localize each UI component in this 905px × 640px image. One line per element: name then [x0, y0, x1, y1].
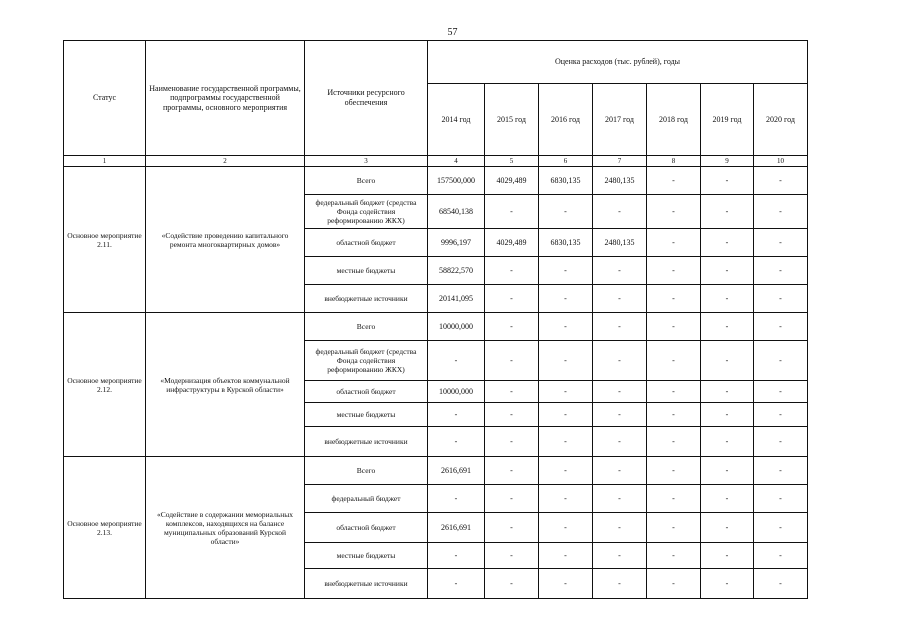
value-cell: - — [701, 457, 754, 485]
value-cell: - — [593, 543, 647, 569]
value-cell: 58822,570 — [428, 257, 485, 285]
value-cell: - — [647, 167, 701, 195]
value-cell: - — [428, 543, 485, 569]
value-cell: - — [593, 257, 647, 285]
value-cell: - — [539, 485, 593, 513]
header-year: 2020 год — [754, 84, 808, 156]
value-cell: - — [647, 513, 701, 543]
column-number: 6 — [539, 156, 593, 167]
value-cell: - — [701, 485, 754, 513]
value-cell: - — [701, 569, 754, 599]
value-cell: - — [701, 167, 754, 195]
value-cell: - — [485, 569, 539, 599]
value-cell: - — [593, 381, 647, 403]
value-cell: - — [754, 229, 808, 257]
value-cell: - — [428, 341, 485, 381]
funding-source-cell: местные бюджеты — [305, 543, 428, 569]
value-cell: 157500,000 — [428, 167, 485, 195]
funding-source-cell: областной бюджет — [305, 513, 428, 543]
value-cell: - — [701, 229, 754, 257]
value-cell: - — [485, 195, 539, 229]
value-cell: 10000,000 — [428, 313, 485, 341]
column-number: 8 — [647, 156, 701, 167]
value-cell: - — [647, 313, 701, 341]
value-cell: - — [428, 485, 485, 513]
value-cell: - — [701, 285, 754, 313]
funding-source-cell: Всего — [305, 167, 428, 195]
status-cell: Основное мероприятие 2.13. — [64, 457, 146, 599]
value-cell: 6830,135 — [539, 167, 593, 195]
value-cell: - — [593, 195, 647, 229]
column-number: 5 — [485, 156, 539, 167]
value-cell: - — [647, 285, 701, 313]
value-cell: - — [485, 257, 539, 285]
header-year: 2015 год — [485, 84, 539, 156]
value-cell: - — [647, 569, 701, 599]
value-cell: - — [754, 381, 808, 403]
value-cell: - — [485, 427, 539, 457]
value-cell: - — [647, 257, 701, 285]
table-row — [64, 313, 808, 341]
status-cell: Основное мероприятие 2.11. — [64, 167, 146, 313]
value-cell: - — [539, 569, 593, 599]
value-cell: - — [539, 403, 593, 427]
value-cell: - — [593, 457, 647, 485]
value-cell: - — [754, 513, 808, 543]
header-expenses: Оценка расходов (тыс. рублей), годы — [428, 41, 808, 84]
value-cell: - — [428, 569, 485, 599]
value-cell: 2616,691 — [428, 513, 485, 543]
status-cell: Основное мероприятие 2.12. — [64, 313, 146, 457]
value-cell: - — [647, 195, 701, 229]
column-number: 7 — [593, 156, 647, 167]
value-cell: - — [485, 403, 539, 427]
value-cell: 10000,000 — [428, 381, 485, 403]
value-cell: - — [647, 229, 701, 257]
value-cell: - — [701, 403, 754, 427]
column-number: 4 — [428, 156, 485, 167]
column-number: 3 — [305, 156, 428, 167]
value-cell: - — [485, 485, 539, 513]
funding-source-cell: федеральный бюджет (средства Фонда содействия реформированию ЖКХ) — [305, 195, 428, 229]
value-cell: - — [754, 569, 808, 599]
value-cell: - — [539, 457, 593, 485]
value-cell: 2480,135 — [593, 167, 647, 195]
funding-source-cell: федеральный бюджет (средства Фонда содействия реформированию ЖКХ) — [305, 341, 428, 381]
funding-source-cell: Всего — [305, 313, 428, 341]
table-body — [64, 167, 808, 599]
value-cell: - — [485, 457, 539, 485]
funding-source-cell: внебюджетные источники — [305, 427, 428, 457]
value-cell: 2616,691 — [428, 457, 485, 485]
column-number: 10 — [754, 156, 808, 167]
value-cell: - — [701, 313, 754, 341]
value-cell: 4029,489 — [485, 229, 539, 257]
value-cell: - — [539, 313, 593, 341]
value-cell: - — [647, 381, 701, 403]
value-cell: - — [485, 313, 539, 341]
value-cell: 68540,138 — [428, 195, 485, 229]
value-cell: - — [647, 341, 701, 381]
value-cell: - — [593, 513, 647, 543]
value-cell: - — [647, 403, 701, 427]
funding-source-cell: местные бюджеты — [305, 257, 428, 285]
header-year: 2017 год — [593, 84, 647, 156]
column-number-row — [64, 156, 808, 167]
value-cell: - — [701, 513, 754, 543]
value-cell: - — [754, 543, 808, 569]
value-cell: - — [754, 257, 808, 285]
value-cell: - — [754, 457, 808, 485]
funding-source-cell: федеральный бюджет — [305, 485, 428, 513]
value-cell: 9996,197 — [428, 229, 485, 257]
column-number: 2 — [146, 156, 305, 167]
value-cell: - — [701, 543, 754, 569]
value-cell: - — [485, 285, 539, 313]
value-cell: - — [754, 403, 808, 427]
funding-source-cell: областной бюджет — [305, 381, 428, 403]
header-year: 2018 год — [647, 84, 701, 156]
value-cell: - — [647, 543, 701, 569]
column-number: 1 — [64, 156, 146, 167]
value-cell: - — [701, 257, 754, 285]
measure-name-cell: «Модернизация объектов коммунальной инфраструктуры в Курской области» — [146, 313, 305, 457]
value-cell: - — [485, 543, 539, 569]
header-status: Статус — [64, 41, 146, 156]
funding-source-cell: местные бюджеты — [305, 403, 428, 427]
value-cell: 6830,135 — [539, 229, 593, 257]
value-cell: - — [539, 195, 593, 229]
table-row — [64, 167, 808, 195]
value-cell: - — [754, 427, 808, 457]
value-cell: - — [647, 427, 701, 457]
value-cell: - — [539, 427, 593, 457]
budget-table — [63, 40, 808, 599]
header-year: 2019 год — [701, 84, 754, 156]
header-name: Наименование государственной программы, подпрограммы государственной программы, основного мероприятия — [146, 41, 305, 156]
value-cell: - — [754, 285, 808, 313]
value-cell: - — [754, 195, 808, 229]
value-cell: - — [754, 341, 808, 381]
table-row — [64, 457, 808, 485]
value-cell: - — [593, 403, 647, 427]
value-cell: - — [539, 257, 593, 285]
value-cell: - — [539, 543, 593, 569]
header-year: 2014 год — [428, 84, 485, 156]
value-cell: 4029,489 — [485, 167, 539, 195]
page-number: 57 — [447, 27, 458, 38]
value-cell: - — [701, 341, 754, 381]
value-cell: - — [539, 285, 593, 313]
value-cell: - — [485, 381, 539, 403]
value-cell: - — [539, 341, 593, 381]
funding-source-cell: внебюджетные источники — [305, 285, 428, 313]
column-number: 9 — [701, 156, 754, 167]
value-cell: - — [539, 513, 593, 543]
value-cell: - — [754, 485, 808, 513]
value-cell: - — [701, 381, 754, 403]
value-cell: - — [428, 427, 485, 457]
value-cell: - — [593, 485, 647, 513]
value-cell: - — [593, 341, 647, 381]
funding-source-cell: внебюджетные источники — [305, 569, 428, 599]
value-cell: - — [647, 457, 701, 485]
value-cell: 2480,135 — [593, 229, 647, 257]
funding-source-cell: областной бюджет — [305, 229, 428, 257]
value-cell: - — [754, 167, 808, 195]
funding-source-cell: Всего — [305, 457, 428, 485]
value-cell: - — [428, 403, 485, 427]
value-cell: - — [701, 195, 754, 229]
value-cell: - — [593, 569, 647, 599]
measure-name-cell: «Содействие проведению капитального ремонта многоквартирных домов» — [146, 167, 305, 313]
value-cell: - — [754, 313, 808, 341]
value-cell: - — [593, 313, 647, 341]
value-cell: - — [485, 341, 539, 381]
value-cell: 20141,095 — [428, 285, 485, 313]
value-cell: - — [647, 485, 701, 513]
value-cell: - — [485, 513, 539, 543]
value-cell: - — [539, 381, 593, 403]
header-year: 2016 год — [539, 84, 593, 156]
value-cell: - — [593, 285, 647, 313]
measure-name-cell: «Содействие в содержании мемориальных комплексов, находящихся на балансе муниципальных образований Курской области» — [146, 457, 305, 599]
header-source: Источники ресурсного обеспечения — [305, 41, 428, 156]
value-cell: - — [593, 427, 647, 457]
value-cell: - — [701, 427, 754, 457]
